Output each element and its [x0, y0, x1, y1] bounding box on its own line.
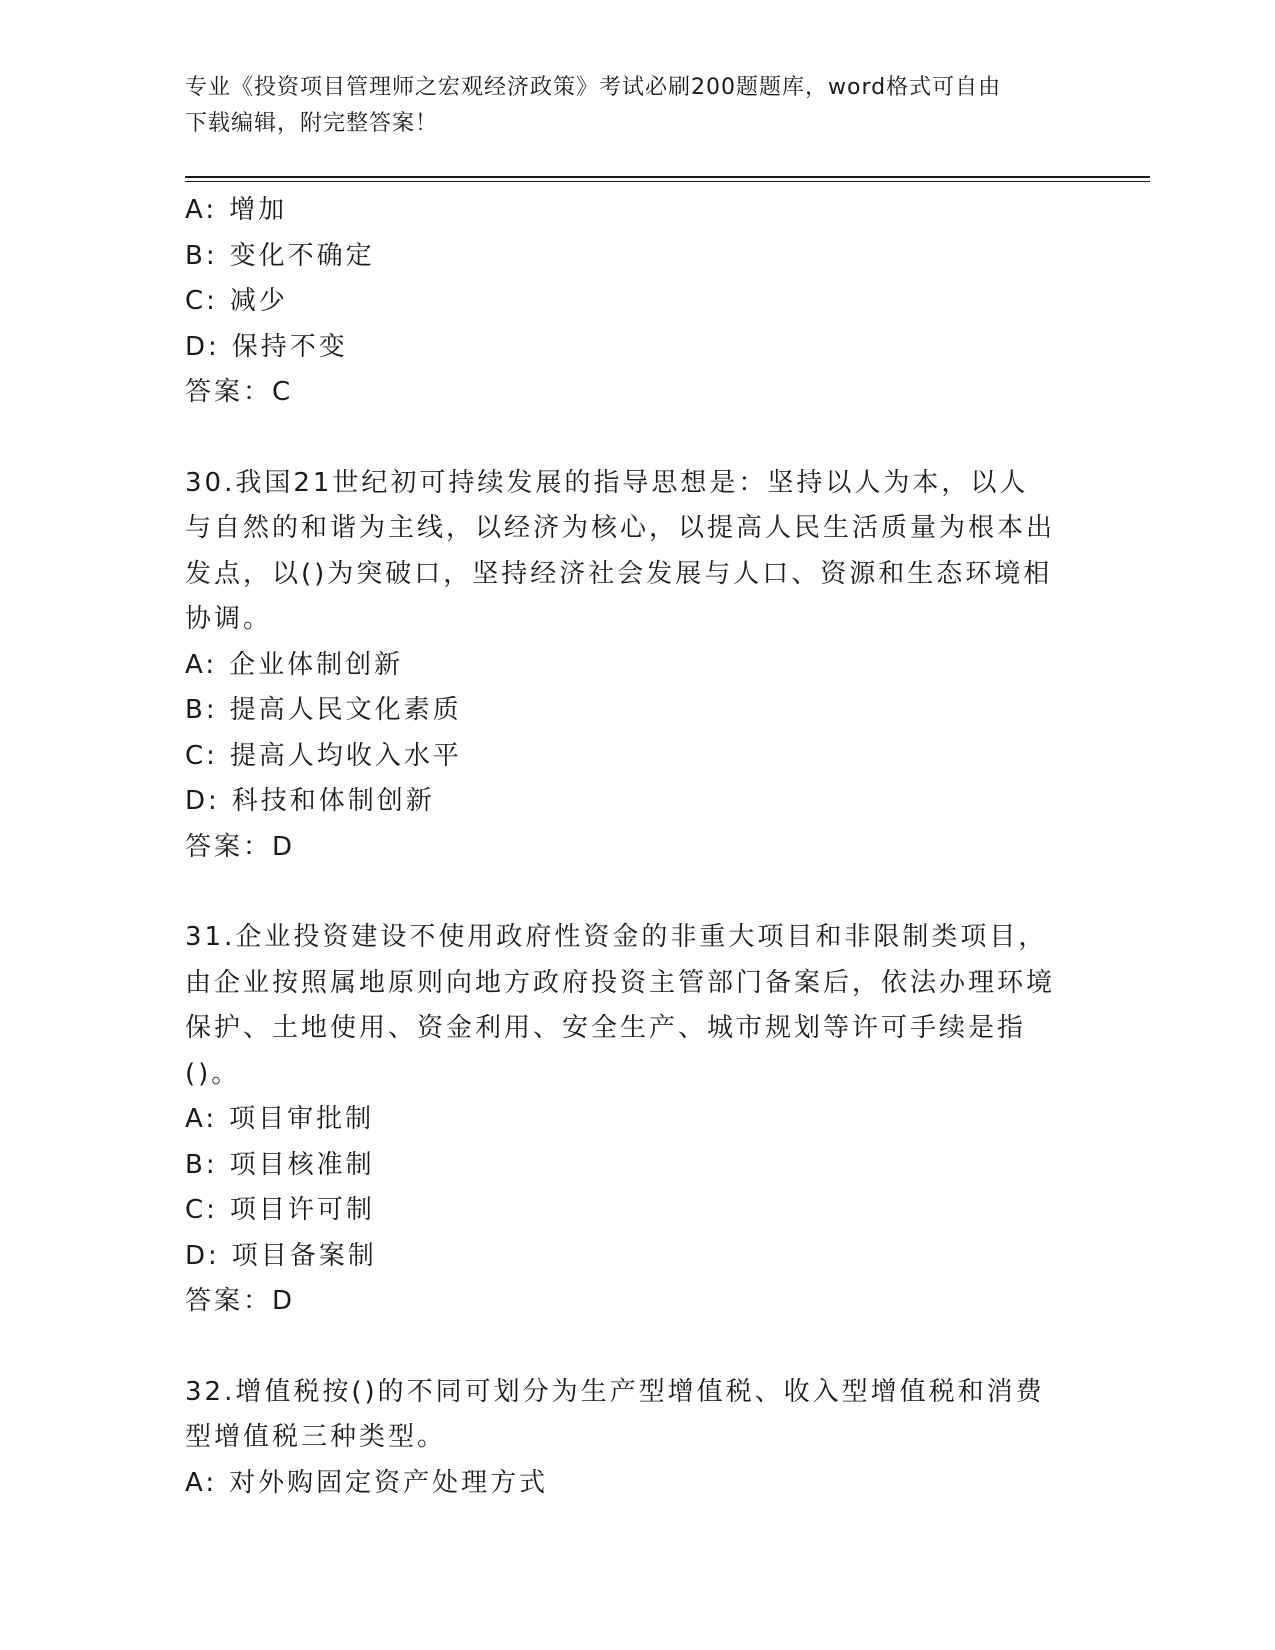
question-block-31	[185, 915, 1085, 1325]
option-c: C: 减少	[185, 286, 288, 316]
answer-line: 答案：D	[185, 1286, 296, 1316]
question-block-29	[185, 188, 1085, 416]
header-line-2: 下载编辑，附完整答案！	[185, 111, 439, 136]
document-header	[185, 70, 1085, 142]
question-block-32	[185, 1370, 1085, 1507]
header-line-1: 专业《投资项目管理师之宏观经济政策》考试必刷200题题库，word格式可自由	[185, 75, 1002, 100]
option-d: D: 保持不变	[185, 331, 348, 362]
option-a: A: 项目审批制	[185, 1104, 375, 1134]
option-a: A: 增加	[185, 195, 288, 225]
answer-line: 答案：D	[185, 831, 296, 862]
question-block-30	[185, 461, 1085, 871]
option-d: D: 项目备案制	[185, 1240, 377, 1271]
header-divider-thin	[185, 181, 1150, 182]
header-divider-thick	[185, 176, 1150, 178]
option-b: B: 提高人民文化素质	[185, 695, 462, 725]
question-text: 32.增值税按()的不同可划分为生产型增值税、收入型增值税和消费型增值税三种类型。	[185, 1376, 1045, 1452]
option-a: A: 对外购固定资产处理方式	[185, 1467, 549, 1498]
question-text: 31.企业投资建设不使用政府性资金的非重大项目和非限制类项目，由企业按照属地原则向地方政府投资主管部门备案后，依法办理环境保护、土地使用、资金利用、安全生产、城市规划等许可手续是指()。	[185, 922, 1056, 1089]
option-a: A: 企业体制创新	[185, 649, 404, 680]
answer-line: 答案：C	[185, 377, 294, 407]
option-b: B: 项目核准制	[185, 1149, 375, 1180]
option-b: B: 变化不确定	[185, 240, 375, 271]
option-c: C: 提高人均收入水平	[185, 740, 462, 771]
question-text: 30.我国21世纪初可持续发展的指导思想是：坚持以人为本，以人与自然的和谐为主线，以经济为核心，以提高人民生活质量为根本出发点，以()为突破口，坚持经济社会发展与人口、资源和生态环境相协调。	[185, 467, 1056, 634]
option-c: C: 项目许可制	[185, 1195, 375, 1225]
question-list	[185, 188, 1085, 1506]
option-d: D: 科技和体制创新	[185, 786, 435, 816]
